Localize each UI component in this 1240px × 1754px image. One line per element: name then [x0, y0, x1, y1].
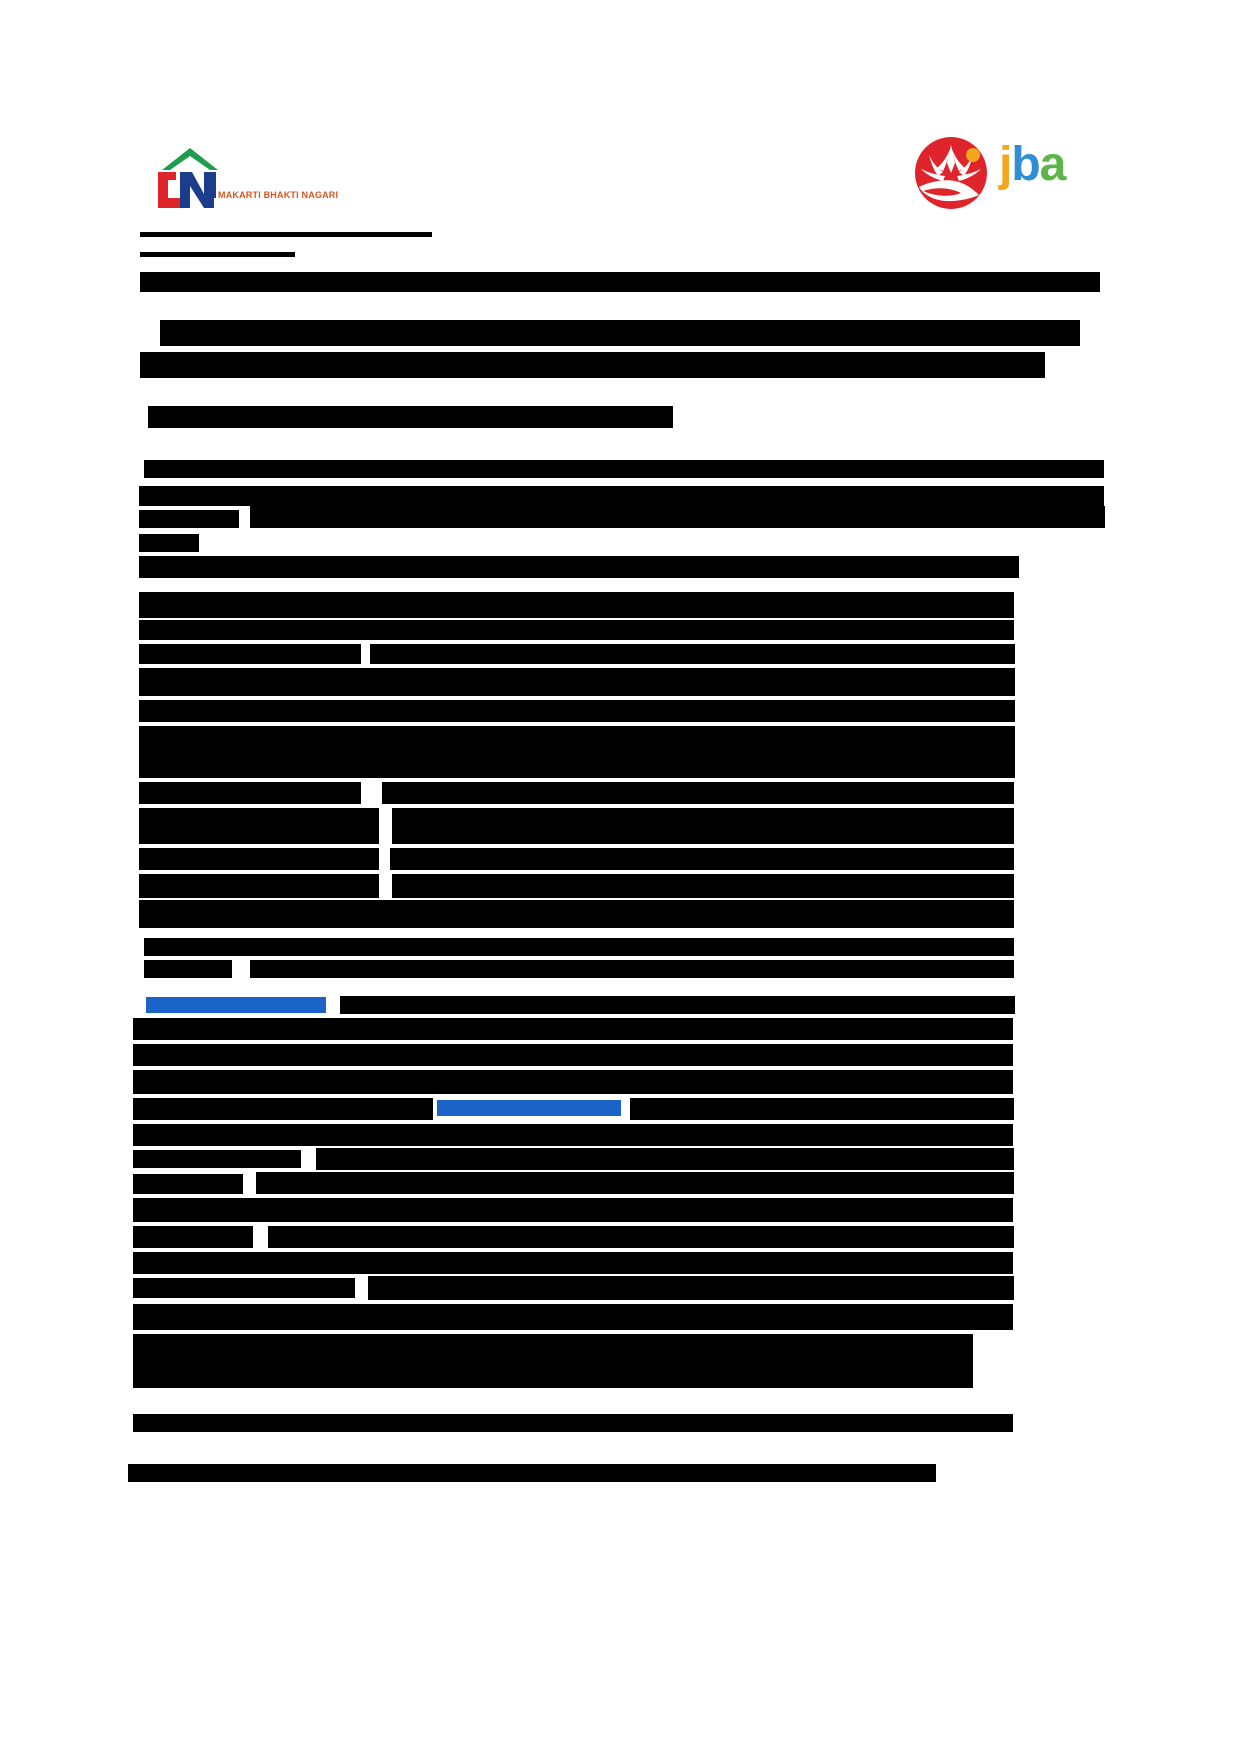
title-line-1	[160, 320, 1080, 346]
body-line	[390, 848, 1014, 870]
citation-link[interactable]	[437, 1100, 621, 1116]
body-line	[139, 486, 1104, 506]
body-line	[133, 1334, 973, 1388]
body-line	[144, 960, 232, 978]
body-line	[392, 808, 1014, 844]
body-line	[139, 874, 379, 898]
citation-link[interactable]	[146, 997, 326, 1013]
body-line	[133, 1278, 355, 1298]
body-line	[139, 700, 1015, 722]
body-line	[144, 460, 1104, 478]
jba-wordmark	[999, 138, 1066, 191]
body-line	[133, 1226, 253, 1248]
body-line	[139, 668, 1015, 696]
body-line	[370, 644, 1015, 664]
body-line	[133, 1304, 1013, 1330]
jba-letter-j: j	[999, 138, 1012, 191]
body-line	[133, 1174, 243, 1194]
title-line-2	[140, 352, 1045, 378]
body-line	[133, 1044, 1013, 1066]
body-line	[133, 1150, 301, 1168]
body-line	[133, 1018, 1013, 1040]
nagari-bank-logo	[150, 138, 340, 210]
body-line	[139, 900, 1014, 928]
body-line	[139, 726, 1015, 778]
body-line	[256, 1172, 1014, 1194]
body-line	[133, 1098, 433, 1120]
body-line	[139, 644, 361, 664]
body-line	[368, 1276, 1014, 1300]
jba-letter-a: a	[1039, 138, 1066, 191]
body-line	[139, 510, 239, 528]
logo-caption: MAKARTI BHAKTI NAGARI	[218, 190, 339, 200]
body-line	[340, 996, 1015, 1014]
jba-logo	[907, 135, 1092, 215]
body-line	[133, 1252, 1013, 1274]
body-line	[133, 1124, 1013, 1146]
body-line	[139, 848, 379, 870]
footer-line-2	[128, 1464, 936, 1482]
body-line	[316, 1148, 1014, 1170]
header-rule-2	[140, 252, 295, 257]
body-line	[139, 534, 199, 552]
body-line	[144, 938, 1014, 956]
body-line	[382, 782, 1014, 804]
body-line	[268, 1226, 1014, 1248]
footer-line-1	[133, 1414, 1013, 1432]
subtitle	[148, 406, 673, 428]
body-line	[139, 620, 1014, 640]
body-line	[250, 506, 1105, 528]
jba-letter-b: b	[1011, 138, 1040, 191]
body-line	[139, 782, 361, 804]
body-line	[250, 960, 1014, 978]
body-line	[139, 556, 1019, 578]
header-rule-1	[140, 232, 432, 237]
body-line	[139, 592, 1014, 618]
header-band	[140, 272, 1100, 292]
body-line	[630, 1098, 1014, 1120]
body-line	[392, 874, 1014, 898]
body-line	[133, 1070, 1013, 1094]
body-line	[139, 808, 379, 844]
body-line	[133, 1198, 1013, 1222]
